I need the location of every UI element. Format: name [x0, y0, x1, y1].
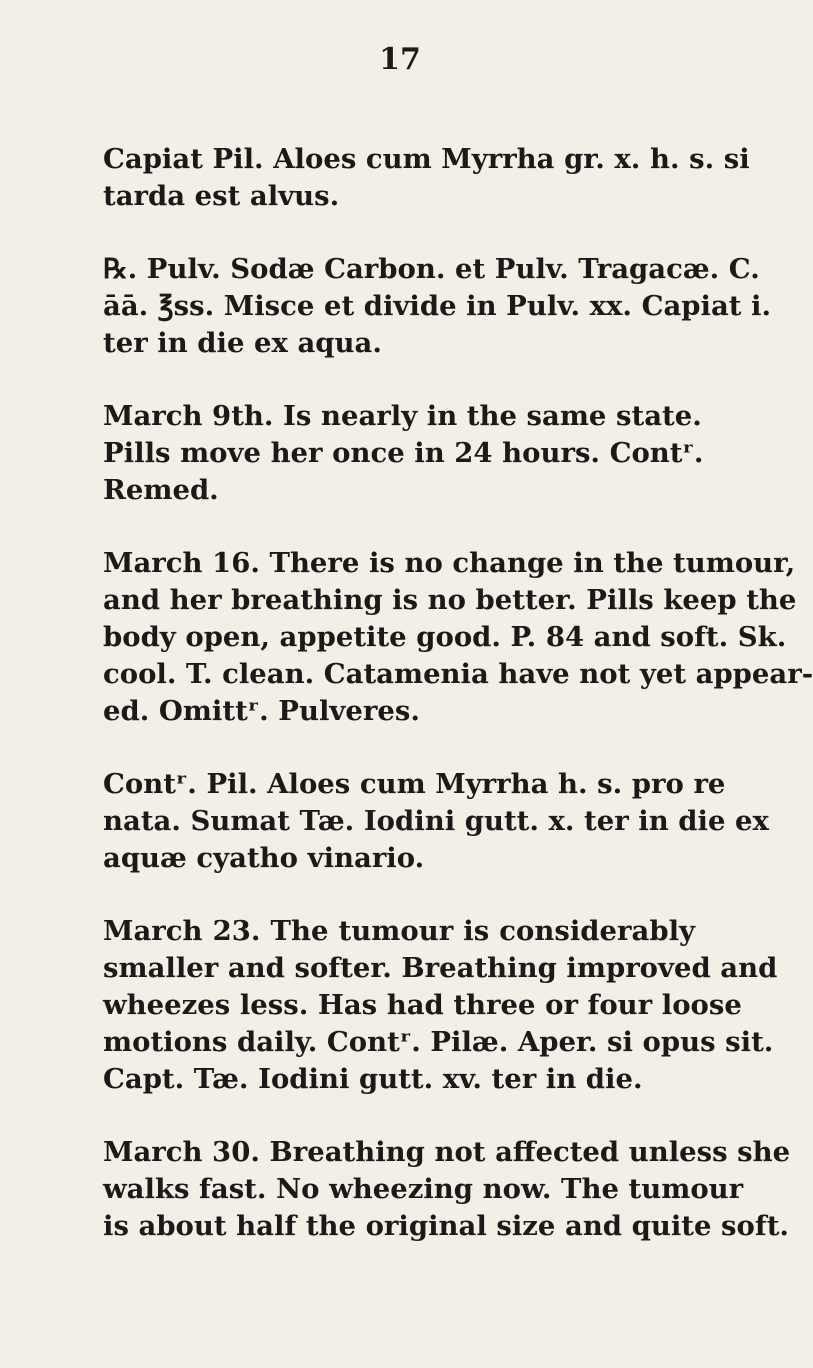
text-line: ed. Omittʳ. Pulveres. [103, 695, 420, 727]
text-line: walks fast. No wheezing now. The tumour [103, 1173, 744, 1205]
page-number: 17 [379, 42, 421, 77]
text-line: ℞. Pulv. Sodæ Carbon. et Pulv. Tragacæ. C. [103, 253, 760, 285]
paragraph-march-30 [103, 1134, 791, 1245]
text-line: Remed. [103, 474, 219, 506]
paragraph-march-23 [103, 913, 778, 1098]
text-line: āā. ℥ss. Misce et divide in Pulv. xx. Capiat i. [103, 290, 772, 322]
text-line: is about half the original size and quite soft. [103, 1210, 789, 1242]
text-line: wheezes less. Has had three or four loose [103, 989, 742, 1021]
text-line: ter in die ex aqua. [103, 327, 382, 359]
text-line: Pills move her once in 24 hours. Contʳ. [103, 437, 704, 469]
text-line: Capiat Pil. Aloes cum Myrrha gr. x. h. s. si [103, 143, 750, 175]
text-line: March 9th. Is nearly in the same state. [103, 400, 702, 432]
text-line: smaller and softer. Breathing improved and [103, 952, 778, 984]
text-line: March 23. The tumour is considerably [103, 915, 695, 947]
paragraph-prescription-powder [103, 251, 772, 362]
text-line: March 16. There is no change in the tumour, [103, 547, 796, 579]
text-line: aquæ cyatho vinario. [103, 842, 425, 874]
text-line: body open, appetite good. P. 84 and soft. Sk. [103, 621, 787, 653]
paragraph-march-16 [103, 545, 813, 730]
body-text [103, 141, 813, 1281]
text-line: Contʳ. Pil. Aloes cum Myrrha h. s. pro re [103, 768, 726, 800]
text-line: tarda est alvus. [103, 180, 340, 212]
text-line: March 30. Breathing not affected unless she [103, 1136, 791, 1168]
text-line: motions daily. Contʳ. Pilæ. Aper. si opus sit. [103, 1026, 774, 1058]
paragraph-march-9 [103, 398, 704, 509]
paragraph-continue-pills [103, 766, 769, 877]
text-line: nata. Sumat Tæ. Iodini gutt. x. ter in die ex [103, 805, 769, 837]
text-line: and her breathing is no better. Pills keep the [103, 584, 797, 616]
paragraph-prescription-pills [103, 141, 750, 215]
text-line: cool. T. clean. Catamenia have not yet appear- [103, 658, 813, 690]
text-line: Capt. Tæ. Iodini gutt. xv. ter in die. [103, 1063, 643, 1095]
